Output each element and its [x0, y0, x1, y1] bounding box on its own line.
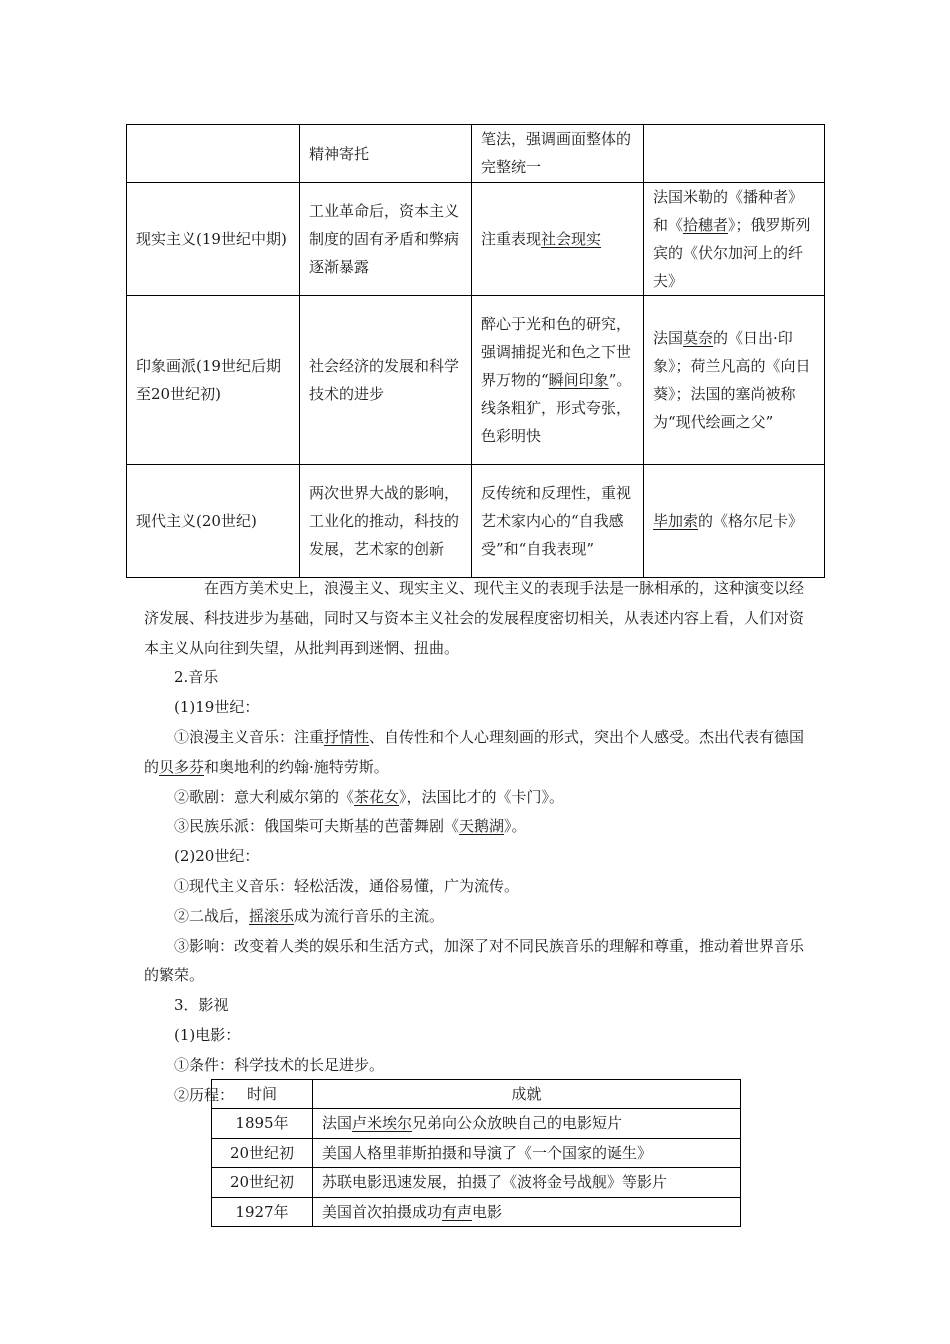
film-achievement-cell: [313, 1197, 741, 1226]
features-cell: [472, 296, 644, 465]
text-run: 反传统和反理性，重视艺术家内心的“自我感受”和“自我表现”: [481, 484, 632, 558]
film-time-cell: 1895年: [212, 1109, 313, 1138]
paragraph: [144, 1051, 808, 1081]
background-cell: 两次世界大战的影响，工业化的推动，科技的发展，艺术家的创新: [300, 465, 472, 578]
paragraph: [144, 902, 808, 932]
film-table-header-row: [212, 1080, 741, 1109]
paragraph: [144, 872, 808, 902]
underlined-term: 有声: [442, 1202, 473, 1221]
works-cell: [644, 296, 825, 465]
film-table-row: [212, 1168, 741, 1197]
text-run: (1)电影：: [174, 1025, 241, 1044]
underlined-term: 毕加索: [653, 512, 699, 530]
paragraph: [144, 574, 808, 663]
text-run: ③民族乐派：俄国柴可夫斯基的芭蕾舞剧《: [174, 817, 460, 836]
film-table-row: [212, 1138, 741, 1167]
features-cell: [472, 125, 644, 183]
features-cell: [472, 183, 644, 296]
movement-name-cell: [127, 125, 300, 183]
works-cell: [644, 465, 825, 578]
text-run: ①现代主义音乐：轻松活泼，通俗易懂，广为流传。: [174, 876, 520, 895]
text-run: 》。: [504, 817, 527, 836]
text-run: 美国首次拍摄成功: [322, 1202, 443, 1221]
underlined-term: 社会现实: [541, 230, 602, 248]
text-run: 美国人格里菲斯拍摄和导演了《一个国家的诞生》: [322, 1143, 653, 1162]
paragraph: [144, 663, 808, 693]
text-run: ①浪漫主义音乐：注重: [174, 727, 325, 746]
paragraph: [144, 932, 808, 992]
text-run: 在西方美术史上，浪漫主义、现实主义、现代主义的表现手法是一脉相承的，这种演变以经济发展、科技进步为基础，同时又与资本主义社会的发展程度密切相关，从表述内容上看，人们对资本主义从向往到失望，从批判再到迷惘、扭曲。: [144, 579, 805, 657]
text-run: 成为流行音乐的主流。: [294, 906, 445, 925]
paragraph: [144, 1021, 808, 1051]
text-run: 醉心于光和色的研究，强调捕捉光和色之下世界万物的“: [481, 315, 632, 389]
text-run: ③影响：改变着人类的娱乐和生活方式，加深了对不同民族音乐的理解和尊重，推动着世界音乐的繁荣。: [144, 936, 805, 985]
text-run: 法国米勒的《播种者》和《: [653, 188, 804, 234]
film-header-achievement: 成就: [313, 1080, 741, 1109]
underlined-term: 瞬间印象: [548, 371, 609, 389]
underlined-term: 天鹅湖: [459, 817, 505, 836]
art-table-row: [127, 296, 825, 465]
text-run: 兄弟向公众放映自己的电影短片: [412, 1114, 623, 1133]
underlined-term: 拾穗者: [683, 216, 729, 234]
paragraph: [144, 812, 808, 842]
text-run: 》；俄罗斯列宾的《伏尔加河上的纤夫》: [653, 216, 811, 290]
film-time-cell: 20世纪初: [212, 1138, 313, 1167]
background-cell: 社会经济的发展和科学技术的进步: [300, 296, 472, 465]
underlined-term: 抒情性: [324, 727, 370, 746]
text-run: 笔法，强调画面整体的完整统一: [481, 130, 632, 176]
body-text: [144, 574, 808, 1110]
art-table-row: [127, 183, 825, 296]
film-time-cell: 1927年: [212, 1197, 313, 1226]
art-table-row: [127, 125, 825, 183]
underlined-term: 莫奈: [683, 329, 714, 347]
text-run: 和奥地利的约翰·施特劳斯。: [204, 757, 389, 776]
film-history-table: [211, 1079, 741, 1227]
background-cell: 工业革命后，资本主义制度的固有矛盾和弊病逐渐暴露: [300, 183, 472, 296]
background-cell: 精神寄托: [300, 125, 472, 183]
text-run: 苏联电影迅速发展，拍摄了《波将金号战舰》等影片: [322, 1173, 668, 1192]
text-run: 注重表现: [481, 230, 542, 248]
art-movements-table: [126, 124, 825, 578]
paragraph: [144, 693, 808, 723]
text-run: 的《日出·印象》；荷兰凡高的《向日葵》；法国的塞尚被称为“现代绘画之父”: [653, 329, 811, 431]
text-run: ”。线条粗犷，形式夸张，色彩明快: [481, 371, 632, 445]
film-achievement-cell: [313, 1109, 741, 1138]
movement-name-cell: 印象画派(19世纪后期至20世纪初): [127, 296, 300, 465]
paragraph: [144, 783, 808, 813]
film-time-cell: 20世纪初: [212, 1168, 313, 1197]
text-run: 的《格尔尼卡》: [698, 512, 804, 530]
movement-name-cell: 现代主义(20世纪): [127, 465, 300, 578]
text-run: 电影: [472, 1202, 503, 1221]
text-run: 法国: [322, 1114, 353, 1133]
paragraph: [144, 991, 808, 1021]
works-cell: [644, 125, 825, 183]
underlined-term: 摇滚乐: [249, 906, 295, 925]
underlined-term: 贝多芬: [159, 757, 205, 776]
text-run: (1)19世纪：: [174, 698, 260, 717]
film-header-time: 时间: [212, 1080, 313, 1109]
text-run: 法国: [653, 329, 684, 347]
text-run: 3．影视: [174, 996, 229, 1015]
text-run: ①条件：科学技术的长足进步。: [174, 1055, 385, 1074]
text-run: ②历程：: [174, 1085, 235, 1104]
movement-name-cell: 现实主义(19世纪中期): [127, 183, 300, 296]
text-run: 》，法国比才的《卡门》。: [399, 787, 565, 806]
text-run: 2.音乐: [174, 668, 219, 687]
film-table-row: [212, 1197, 741, 1226]
text-run: ②歌剧：意大利威尔第的《: [174, 787, 355, 806]
film-table-row: [212, 1109, 741, 1138]
underlined-term: 茶花女: [354, 787, 400, 806]
film-achievement-cell: [313, 1138, 741, 1167]
works-cell: [644, 183, 825, 296]
text-run: 、自传性和个人心理刻画的形式，突出个人感受。杰出代表有德国的: [144, 727, 805, 776]
underlined-term: 卢米埃尔: [352, 1114, 413, 1133]
features-cell: [472, 465, 644, 578]
film-achievement-cell: [313, 1168, 741, 1197]
paragraph: [144, 723, 808, 783]
text-run: (2)20世纪：: [174, 847, 260, 866]
paragraph: [144, 842, 808, 872]
text-run: ②二战后，: [174, 906, 250, 925]
art-table-row: [127, 465, 825, 578]
